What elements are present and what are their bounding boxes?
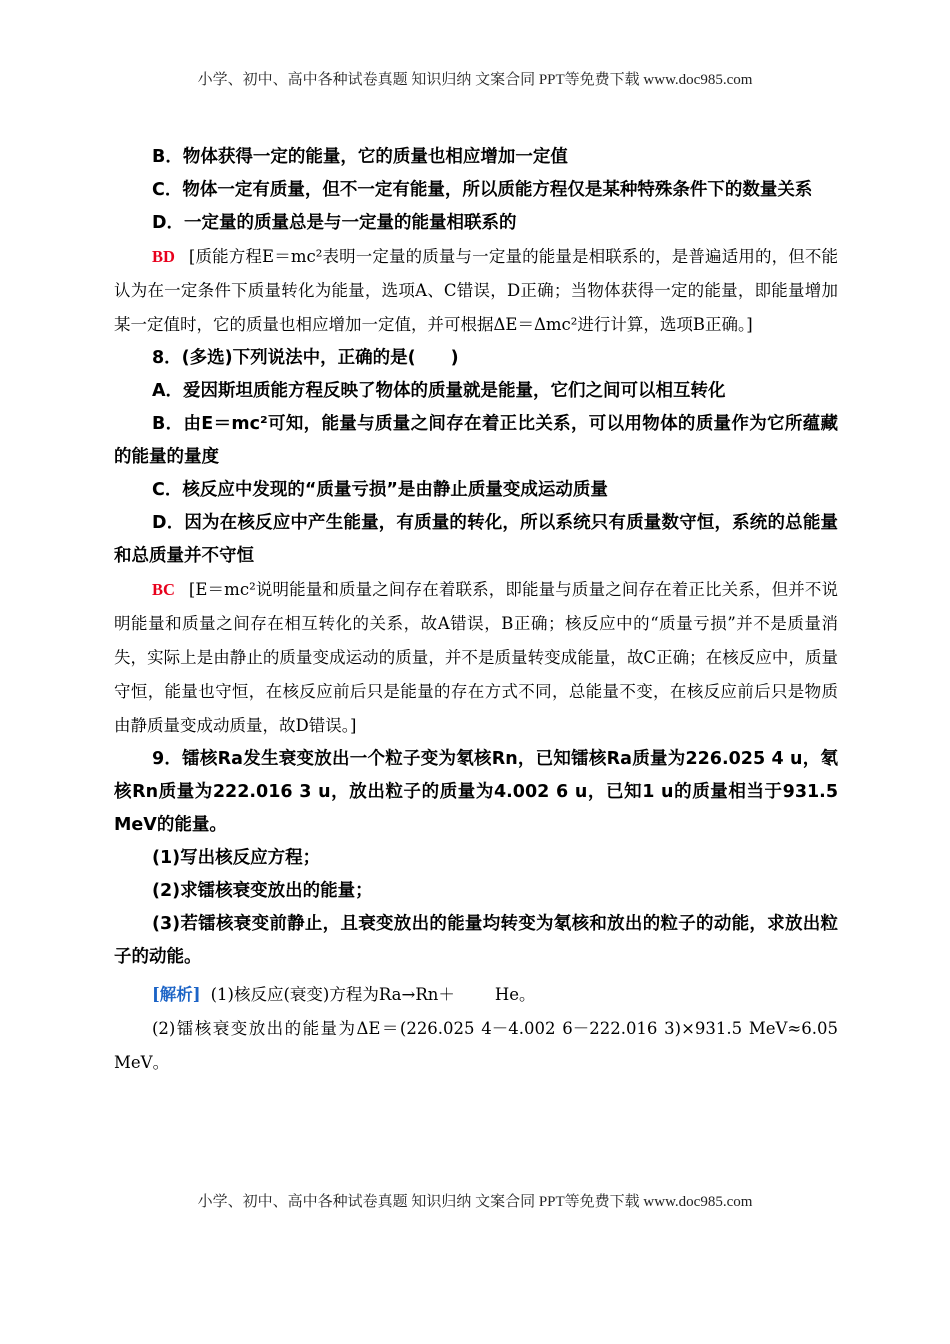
q7-answer-block [114,240,838,342]
q9-solution-2: (2)镭核衰变放出的能量为ΔE＝(226.025 4－4.002 6－222.016 3)×931.5 MeV≈6.05 MeV。 [114,1019,838,1072]
q8-stem: 8．(多选)下列说法中，正确的是( ) [152,348,459,368]
solution-1-text: (1)核反应(衰变)方程为Ra→Rn＋ [210,985,455,1004]
page-footer: 小学、初中、高中各种试卷真题 知识归纳 文案合同 PPT等免费下载 www.doc985.com [197,1194,753,1210]
page-header: 小学、初中、高中各种试卷真题 知识归纳 文案合同 PPT等免费下载 www.doc985.com [197,72,753,88]
q8-answer: BC [152,580,175,599]
q8-option-d: D．因为在核反应中产生能量，有质量的转化，所以系统只有质量数守恒，系统的总能量和总质量并不守恒 [114,513,838,566]
q9-sub-1: (1)写出核反应方程； [152,848,321,868]
q7-option-d: D．一定量的质量总是与一定量的能量相联系的 [152,213,517,233]
document-body [114,141,838,1080]
q7-answer: BD [152,247,175,266]
q9-solution-1 [114,978,838,1012]
solution-label: [解析] [152,985,201,1004]
q9-sub-3: (3)若镭核衰变前静止，且衰变放出的能量均转变为氡核和放出的粒子的动能，求放出粒子的动能。 [114,914,838,967]
q9-stem: 9．镭核Ra发生衰变放出一个粒子变为氡核Rn，已知镭核Ra质量为226.025 4 u，氡核Rn质量为222.016 3 u，放出粒子的质量为4.002 6 u，已知1 u的质量相当于931.5 MeV的能量。 [114,749,838,835]
q8-explanation: [E＝mc²说明能量和质量之间存在着联系，即能量与质量之间存在着正比关系，但并不说明能量和质量之间存在相互转化的关系，故A错误，B正确；核反应中的“质量亏损”并不是质量消失，实际上是由静止的质量变成运动的质量，并不是质量转变成能量，故C正确；在核反应中，质量守恒，能量也守恒，在核反应前后只是能量的存在方式不同，总能量不变，在核反应前后只是物质由静质量变成动质量，故D错误。] [114,580,838,735]
q7-option-c: C．物体一定有质量，但不一定有能量，所以质能方程仅是某种特殊条件下的数量关系 [152,180,813,200]
q9-sub-2: (2)求镭核衰变放出的能量； [152,881,373,901]
q8-option-b: B．由E＝mc²可知，能量与质量之间存在着正比关系，可以用物体的质量作为它所蕴藏的能量的量度 [114,414,838,467]
solution-1-end: He。 [494,985,536,1004]
q8-option-c: C．核反应中发现的“质量亏损”是由静止质量变成运动质量 [152,480,608,500]
q8-answer-block [114,573,838,743]
q8-option-a: A．爱因斯坦质能方程反映了物体的质量就是能量，它们之间可以相互转化 [152,381,726,401]
q7-explanation: [质能方程E＝mc²表明一定量的质量与一定量的能量是相联系的，是普遍适用的，但不能认为在一定条件下质量转化为能量，选项A、C错误，D正确；当物体获得一定的能量，即能量增加某一定值时，它的质量也相应增加一定值，并可根据ΔE＝Δmc²进行计算，选项B正确。] [114,247,838,334]
q7-option-b: B．物体获得一定的能量，它的质量也相应增加一定值 [152,147,568,167]
